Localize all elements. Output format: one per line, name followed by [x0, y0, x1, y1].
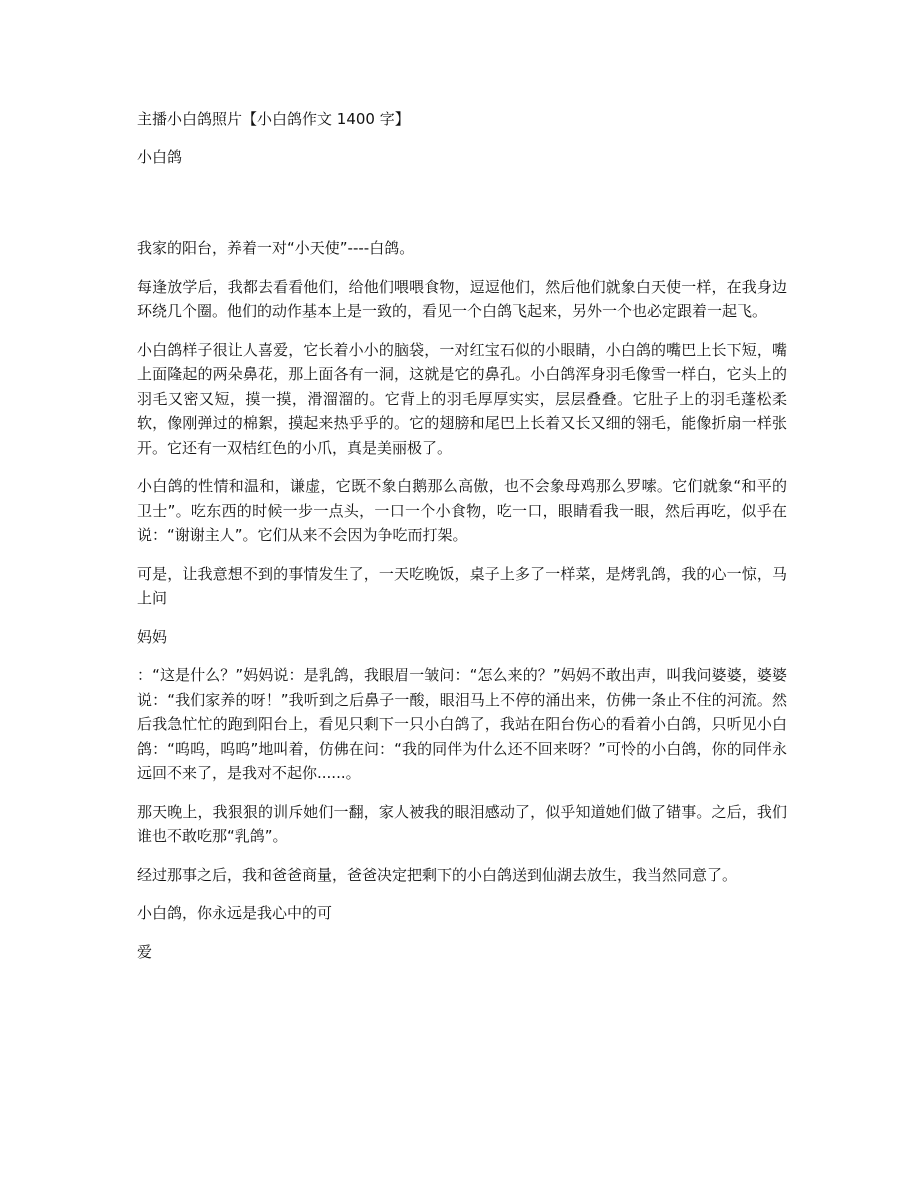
paragraph-that-night: 那天晚上，我狠狠的训斥她们一翻，家人被我的眼泪感动了，似乎知道她们做了错事。之后，我们谁也不敢吃那“乳鸽”。 [137, 802, 787, 845]
paragraph-mom: 妈妈 [137, 627, 168, 646]
document-title: 主播小白鸽照片【小白鸽作文 1400 字】 [137, 110, 410, 128]
paragraph-closing: 小白鸽，你永远是我心中的可 [137, 904, 333, 922]
paragraph-appearance: 小白鸽样子很让人喜爱，它长着小小的脑袋，一对红宝石似的小眼睛，小白鸽的嘴巴上长下短，嘴上面隆起的两朵鼻花，那上面各有一洞，这就是它的鼻孔。小白鸽浑身羽毛像雪一样白，它头上的羽毛又密又短，摸一摸，滑溜溜的。它背上的羽毛厚厚实实，层层叠叠。它肚子上的羽毛蓬松柔软，像刚弹过的棉絮，摸起来热乎乎的。它的翅膀和尾巴上长着又长又细的翎毛，能像折扇一样张开。它还有一双桔红色的小爪，真是美丽极了。 [137, 340, 787, 457]
blank-space [137, 168, 787, 236]
document-subtitle: 小白鸽 [137, 148, 183, 166]
paragraph-intro: 我家的阳台，养着一对“小天使”----白鸽。 [137, 239, 415, 257]
paragraph-dinner: 可是，让我意想不到的事情发生了，一天吃晚饭，桌子上多了一样菜，是烤乳鸽，我的心一惊，马上问 [137, 564, 787, 607]
paragraph-temperament: 小白鸽的性情和温和，谦虚，它既不象白鹅那么高傲，也不会象母鸡那么罗嗦。它们就象“和平的卫士”。吃东西的时候一步一点头，一口一个小食物，吃一口，眼睛看我一眼，然后再吃，似乎在说：“谢谢主人”。它们从来不会因为争吃而打架。 [137, 477, 787, 544]
paragraph-closing-end: 爱 [137, 942, 153, 961]
paragraph-release: 经过那事之后，我和爸爸商量，爸爸决定把剩下的小白鸽送到仙湖去放生，我当然同意了。 [137, 865, 738, 884]
paragraph-dialogue: ：“这是什么？”妈妈说：是乳鸽，我眼眉一皱问：“怎么来的？”妈妈不敢出声，叫我问婆婆，婆婆说：“我们家养的呀！”我听到之后鼻子一酸，眼泪马上不停的涌出来，仿佛一条止不住的河流。然后我急忙忙的跑到阳台上，看见只剩下一只小白鸽了，我站在阳台伤心的看着小白鸽，只听见小白鸽：“呜呜，呜呜”地叫着，仿佛在问：“我的同伴为什么还不回来呀？”可怜的小白鸽，你的同伴永远回不来了，是我对不起你......。 [137, 666, 787, 782]
paragraph-after-school: 每逢放学后，我都去看看他们，给他们喂喂食物，逗逗他们，然后他们就象白天使一样，在我身边环绕几个圈。他们的动作基本上是一致的，看见一个白鸽飞起来，另外一个也必定跟着一起飞。 [137, 277, 787, 320]
document-page [137, 108, 787, 978]
